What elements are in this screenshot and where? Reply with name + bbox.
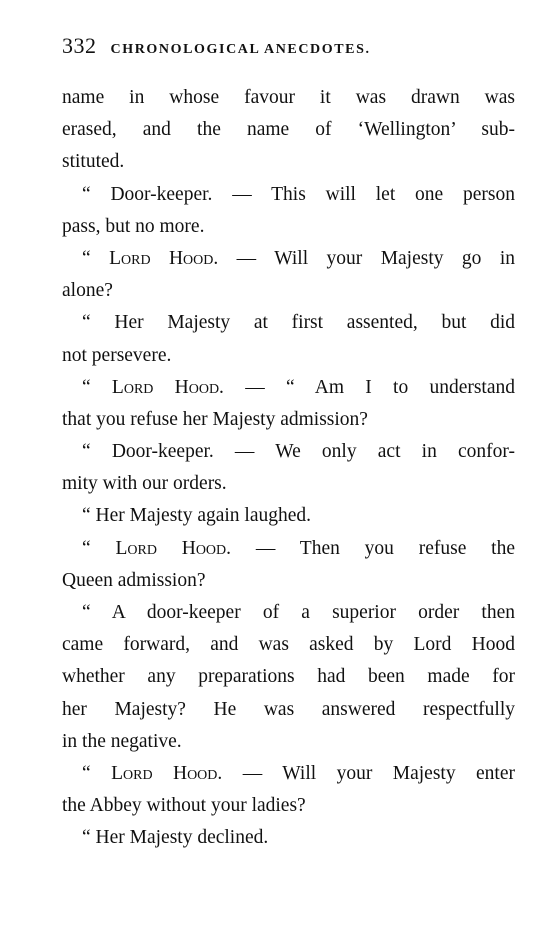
speaker-name: Lord Hood. xyxy=(115,537,232,559)
text-line: came forward, and was asked by Lord Hood xyxy=(62,634,515,656)
text-line: name in whose favour it was drawn was xyxy=(62,87,515,108)
line-prefix: “ xyxy=(82,762,112,784)
text-line xyxy=(62,758,515,790)
page-number: 332 xyxy=(62,33,97,58)
body-text xyxy=(62,82,515,855)
text-line: that you refuse her Majesty admission? xyxy=(62,408,368,430)
text-line: “ Door-keeper. — This will let one person xyxy=(82,183,515,205)
speaker-name: Lord Hood. xyxy=(109,247,219,269)
speaker-name: Lord Hood. xyxy=(111,762,223,784)
line-prefix: “ xyxy=(82,376,112,398)
text-line: not persevere. xyxy=(62,344,172,366)
text-line: in the negative. xyxy=(62,730,182,752)
line-text: — “ Am I to understand xyxy=(223,376,515,398)
text-line xyxy=(62,533,515,565)
text-line: her Majesty? He was answered respectfully xyxy=(62,698,515,720)
text-line: “ Door-keeper. — We only act in confor- xyxy=(82,441,515,463)
text-line: Queen admission? xyxy=(62,569,206,591)
text-line: “ Her Majesty at first assented, but did xyxy=(82,312,515,334)
line-text: — Will your Majesty go in xyxy=(218,247,516,269)
text-line: whether any preparations had been made for xyxy=(62,666,515,688)
text-line: “ A door-keeper of a superior order then xyxy=(82,602,515,623)
line-prefix: “ xyxy=(82,247,110,269)
text-line: alone? xyxy=(62,280,113,302)
line-text: — Will your Majesty enter xyxy=(222,762,515,784)
text-line: “ Her Majesty again laughed. xyxy=(82,505,312,527)
text-line: the Abbey without your ladies? xyxy=(62,795,306,817)
text-line: “ Her Majesty declined. xyxy=(82,827,269,849)
line-prefix: “ xyxy=(82,537,116,559)
text-line xyxy=(62,243,515,275)
running-title: CHRONOLOGICAL ANECDOTES. xyxy=(110,42,371,57)
text-line: mity with our orders. xyxy=(62,473,227,495)
text-line: stituted. xyxy=(62,151,125,173)
running-head xyxy=(62,33,522,61)
speaker-name: Lord Hood. xyxy=(111,376,224,398)
text-line: erased, and the name of ‘Wellington’ sub- xyxy=(62,119,515,141)
text-line: pass, but no more. xyxy=(62,215,205,237)
text-line xyxy=(62,372,515,404)
line-text: — Then you refuse the xyxy=(231,537,515,559)
